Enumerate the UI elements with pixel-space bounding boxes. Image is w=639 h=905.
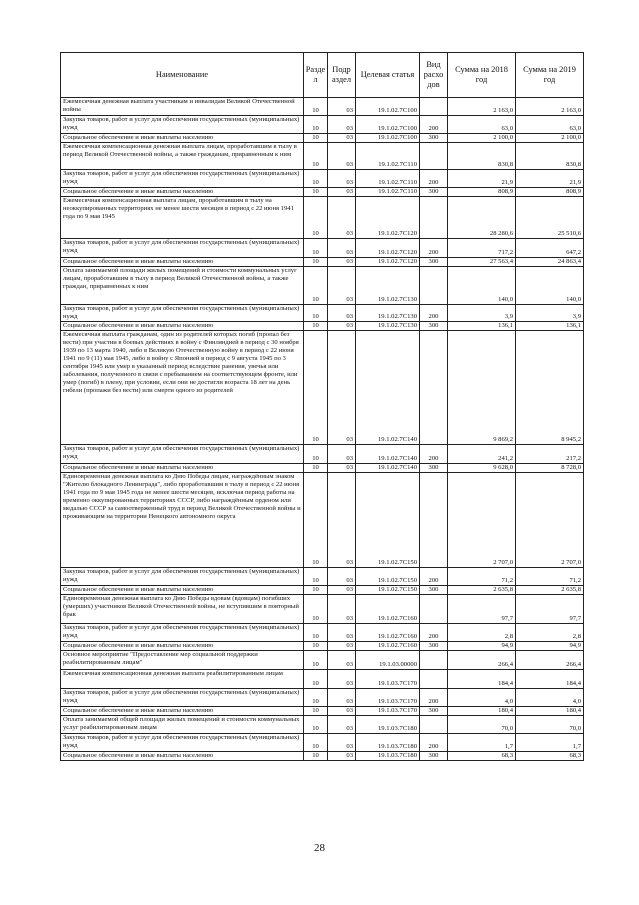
row-target: 19.1.02.7С100 [356,116,420,134]
row-vid [420,267,448,305]
row-target: 19.1.03.7С180 [356,734,420,752]
row-vid: 200 [420,624,448,642]
row-sum-2019: 8 945,2 [516,331,584,445]
row-podrazdel: 03 [328,197,356,239]
row-name: Ежемесячная компенсационная выплата лицам, проработавшим в тылу на неоккупированных территориях не менее шести месяцев в период с 22 июня 1941 года по 9 мая 1945 [61,197,304,239]
row-target: 19.1.03.7С170 [356,707,420,716]
row-razdel: 10 [304,322,328,331]
row-razdel: 10 [304,445,328,464]
row-sum-2018: 2,8 [448,624,516,642]
row-razdel: 10 [304,188,328,197]
row-name: Единовременная денежная выплата ко Дню Победы лицам, награждённым знаком "Жителю блокадного Ленинграда", либо проработавшим в тылу в период с 22 июня 1941 года по 9 мая 1945 года не менее шести месяцев, исключая период работы на временно оккупированных территориях СССР, либо награждённым орденом или медалью СССР за самоотверженный труд в период Великой Отечественной войны и проживающим на территории Ненецкого автономного округа [61,473,304,568]
row-name: Закупка товаров, работ и услуг для обеспечения государственных (муниципальных) нужд [61,689,304,707]
row-sum-2018: 180,4 [448,707,516,716]
table-row [61,624,584,642]
row-sum-2019: 25 510,6 [516,197,584,239]
table-row [61,642,584,651]
row-sum-2018: 68,3 [448,752,516,761]
row-razdel: 10 [304,595,328,624]
row-razdel: 10 [304,116,328,134]
row-razdel: 10 [304,170,328,188]
row-vid [420,651,448,670]
row-razdel: 10 [304,642,328,651]
row-name: Закупка товаров, работ и услуг для обеспечения государственных (муниципальных) нужд [61,445,304,464]
table-row [61,305,584,322]
row-target: 19.1.02.7С150 [356,473,420,568]
row-name: Ежемесячная компенсационная денежная выплата лицам, проработавшим в тылу в период Великой Отечественной войны, а также гражданам, приравненным к ним [61,143,304,170]
header-target: Целевая статья [356,53,420,98]
row-vid: 300 [420,134,448,143]
row-sum-2019: 8 728,0 [516,464,584,473]
row-sum-2019: 266,4 [516,651,584,670]
row-name: Социальное обеспечение и иные выплаты населению [61,464,304,473]
row-sum-2018: 9 628,0 [448,464,516,473]
row-target: 19.1.03.7С170 [356,670,420,689]
row-sum-2018: 184,4 [448,670,516,689]
row-razdel: 10 [304,98,328,116]
row-vid: 200 [420,445,448,464]
row-sum-2018: 3,9 [448,305,516,322]
table-row [61,197,584,239]
row-podrazdel: 03 [328,689,356,707]
row-target: 19.1.02.7С160 [356,624,420,642]
row-sum-2019: 71,2 [516,568,584,586]
row-podrazdel: 03 [328,134,356,143]
row-sum-2019: 217,2 [516,445,584,464]
row-razdel: 10 [304,568,328,586]
row-vid [420,670,448,689]
row-sum-2019: 180,4 [516,707,584,716]
row-vid: 200 [420,568,448,586]
row-vid: 200 [420,239,448,258]
row-podrazdel: 03 [328,445,356,464]
row-sum-2018: 266,4 [448,651,516,670]
row-sum-2019: 2 635,8 [516,586,584,595]
row-vid: 200 [420,170,448,188]
row-sum-2018: 27 563,4 [448,258,516,267]
row-razdel: 10 [304,716,328,734]
table-row [61,689,584,707]
row-vid: 300 [420,322,448,331]
table-row [61,98,584,116]
row-podrazdel: 03 [328,651,356,670]
row-sum-2019: 3,9 [516,305,584,322]
row-podrazdel: 03 [328,642,356,651]
table-row [61,473,584,568]
row-name: Социальное обеспечение и иные выплаты населению [61,707,304,716]
row-razdel: 10 [304,707,328,716]
row-vid [420,98,448,116]
row-sum-2019: 2,8 [516,624,584,642]
row-name: Социальное обеспечение и иные выплаты населению [61,134,304,143]
row-sum-2019: 97,7 [516,595,584,624]
table-row [61,707,584,716]
row-vid [420,716,448,734]
row-name: Социальное обеспечение и иные выплаты населению [61,258,304,267]
row-target: 19.1.02.7С130 [356,322,420,331]
table-row [61,734,584,752]
row-razdel: 10 [304,143,328,170]
row-name: Оплата занимаемой площади жилых помещений и стоимости коммунальных услуг лицам, проработавшим в тылу в период Великой Отечественной войны, а также граждан, приравненных к ним [61,267,304,305]
row-sum-2018: 2 163,0 [448,98,516,116]
row-name: Закупка товаров, работ и услуг для обеспечения государственных (муниципальных) нужд [61,624,304,642]
row-vid: 200 [420,116,448,134]
row-name: Социальное обеспечение и иные выплаты населению [61,322,304,331]
row-target: 19.1.02.7С150 [356,586,420,595]
row-sum-2018: 71,2 [448,568,516,586]
table-row [61,716,584,734]
table-row [61,445,584,464]
row-sum-2019: 136,1 [516,322,584,331]
row-name: Единовременная денежная выплата ко Дню Победы вдовам (вдовцам) погибших (умерших) участников Великой Отечественной войны, не вступившим в повторный брак [61,595,304,624]
row-target: 19.1.02.7С110 [356,170,420,188]
row-sum-2019: 2 707,0 [516,473,584,568]
row-sum-2019: 1,7 [516,734,584,752]
row-name: Закупка товаров, работ и услуг для обеспечения государственных (муниципальных) нужд [61,116,304,134]
table-row [61,670,584,689]
row-podrazdel: 03 [328,595,356,624]
row-vid: 300 [420,642,448,651]
row-sum-2019: 24 863,4 [516,258,584,267]
header-sum-2018: Сумма на 2018 год [448,53,516,98]
row-sum-2018: 1,7 [448,734,516,752]
row-sum-2019: 68,3 [516,752,584,761]
row-sum-2019: 647,2 [516,239,584,258]
row-vid: 200 [420,689,448,707]
table-row [61,239,584,258]
row-name: Оплата занимаемой общей площади жилых помещений и стоимости коммунальных услуг реабилитированным лицам [61,716,304,734]
row-razdel: 10 [304,752,328,761]
row-name: Ежемесячная денежная выплата участникам и инвалидам Великой Отечественной войны [61,98,304,116]
row-podrazdel: 03 [328,716,356,734]
row-sum-2018: 136,1 [448,322,516,331]
row-razdel: 10 [304,239,328,258]
row-name: Закупка товаров, работ и услуг для обеспечения государственных (муниципальных) нужд [61,568,304,586]
row-name: Закупка товаров, работ и услуг для обеспечения государственных (муниципальных) нужд [61,734,304,752]
table-row [61,651,584,670]
table-row [61,188,584,197]
row-target: 19.1.02.7С120 [356,197,420,239]
row-target: 19.1.02.7С120 [356,239,420,258]
row-sum-2018: 21,9 [448,170,516,188]
row-podrazdel: 03 [328,624,356,642]
row-sum-2018: 4,0 [448,689,516,707]
row-sum-2018: 717,2 [448,239,516,258]
row-podrazdel: 03 [328,239,356,258]
page-number: 28 [314,842,325,854]
row-podrazdel: 03 [328,464,356,473]
row-razdel: 10 [304,689,328,707]
row-podrazdel: 03 [328,707,356,716]
row-razdel: 10 [304,197,328,239]
row-target: 19.1.02.7С120 [356,258,420,267]
row-sum-2019: 808,9 [516,188,584,197]
row-sum-2019: 2 100,0 [516,134,584,143]
row-name: Социальное обеспечение и иные выплаты населению [61,188,304,197]
row-name: Социальное обеспечение и иные выплаты населению [61,642,304,651]
row-podrazdel: 03 [328,143,356,170]
row-razdel: 10 [304,267,328,305]
row-sum-2019: 4,0 [516,689,584,707]
table-header-row [61,53,584,98]
row-podrazdel: 03 [328,267,356,305]
row-name: Социальное обеспечение и иные выплаты населению [61,752,304,761]
row-name: Закупка товаров, работ и услуг для обеспечения государственных (муниципальных) нужд [61,305,304,322]
row-razdel: 10 [304,473,328,568]
row-podrazdel: 03 [328,331,356,445]
row-vid: 300 [420,188,448,197]
row-target: 19.1.03.00000 [356,651,420,670]
row-razdel: 10 [304,670,328,689]
row-razdel: 10 [304,305,328,322]
row-target: 19.1.02.7С160 [356,642,420,651]
row-vid [420,197,448,239]
row-sum-2019: 140,0 [516,267,584,305]
row-vid: 300 [420,707,448,716]
row-sum-2018: 808,9 [448,188,516,197]
row-target: 19.1.02.7С100 [356,98,420,116]
row-vid [420,473,448,568]
row-sum-2019: 2 163,0 [516,98,584,116]
row-sum-2018: 2 635,8 [448,586,516,595]
row-podrazdel: 03 [328,752,356,761]
table-row [61,568,584,586]
row-target: 19.1.02.7С130 [356,305,420,322]
row-sum-2019: 63,0 [516,116,584,134]
table-row [61,752,584,761]
row-razdel: 10 [304,586,328,595]
row-podrazdel: 03 [328,188,356,197]
row-podrazdel: 03 [328,116,356,134]
row-vid [420,143,448,170]
row-sum-2018: 2 707,0 [448,473,516,568]
table-row [61,170,584,188]
row-name: Закупка товаров, работ и услуг для обеспечения государственных (муниципальных) нужд [61,170,304,188]
header-sum-2019: Сумма на 2019 год [516,53,584,98]
row-sum-2019: 830,8 [516,143,584,170]
table-row [61,586,584,595]
row-target: 19.1.02.7С160 [356,595,420,624]
row-target: 19.1.02.7С130 [356,267,420,305]
row-sum-2018: 97,7 [448,595,516,624]
row-sum-2019: 184,4 [516,670,584,689]
row-sum-2018: 140,0 [448,267,516,305]
row-name: Ежемесячная компенсационная денежная выплата реабилитированным лицам [61,670,304,689]
row-vid: 300 [420,464,448,473]
row-podrazdel: 03 [328,670,356,689]
row-podrazdel: 03 [328,258,356,267]
table-row [61,595,584,624]
row-target: 19.1.02.7С140 [356,331,420,445]
row-razdel: 10 [304,734,328,752]
row-podrazdel: 03 [328,473,356,568]
row-podrazdel: 03 [328,586,356,595]
row-target: 19.1.03.7С180 [356,752,420,761]
row-sum-2019: 94,9 [516,642,584,651]
row-podrazdel: 03 [328,170,356,188]
row-vid [420,331,448,445]
header-podrazdel: Подр аздел [328,53,356,98]
row-target: 19.1.03.7С180 [356,716,420,734]
row-vid: 200 [420,305,448,322]
row-sum-2018: 94,9 [448,642,516,651]
row-target: 19.1.02.7С140 [356,464,420,473]
row-sum-2018: 28 280,6 [448,197,516,239]
row-razdel: 10 [304,464,328,473]
row-name: Закупка товаров, работ и услуг для обеспечения государственных (муниципальных) нужд [61,239,304,258]
row-vid: 300 [420,586,448,595]
row-sum-2018: 830,8 [448,143,516,170]
row-razdel: 10 [304,258,328,267]
row-target: 19.1.02.7С110 [356,143,420,170]
table-row [61,322,584,331]
row-name: Основное мероприятие "Предоставление мер социальной поддержки реабилитированным лицам" [61,651,304,670]
header-razdel: Разде л [304,53,328,98]
row-target: 19.1.02.7С140 [356,445,420,464]
row-podrazdel: 03 [328,322,356,331]
row-vid: 300 [420,752,448,761]
row-target: 19.1.03.7С170 [356,689,420,707]
row-razdel: 10 [304,134,328,143]
row-sum-2018: 2 100,0 [448,134,516,143]
row-vid: 300 [420,258,448,267]
row-name: Социальное обеспечение и иные выплаты населению [61,586,304,595]
row-target: 19.1.02.7С100 [356,134,420,143]
table-row [61,134,584,143]
row-vid [420,595,448,624]
header-name: Наименование [61,53,304,98]
table-row [61,464,584,473]
row-name: Ежемесячная выплата гражданам, один из родителей которых погиб (пропал без вести) при участии в боевых действиях в войну с Финляндией в период с 30 ноября 1939 по 13 марта 1940, либо в Великую Отечественную войну в период с 22 июня 1941 по 9 (11) мая 1945, либо в войну с Японией в период с 9 августа 1945 по 3 сентября 1945 или умер в указанный период вследствие ранения, увечья или заболевания, полученного в связи с пребыванием на соответствующем фронте, или умер (погиб) в плену, при условии, если они не достигли возраста 18 лет на день гибели (пропажи без вести) или смерти одного из родителей [61,331,304,445]
row-target: 19.1.02.7С110 [356,188,420,197]
row-razdel: 10 [304,651,328,670]
row-podrazdel: 03 [328,98,356,116]
table-row [61,116,584,134]
header-vid: Вид расхо дов [420,53,448,98]
row-target: 19.1.02.7С150 [356,568,420,586]
row-podrazdel: 03 [328,305,356,322]
row-sum-2018: 63,0 [448,116,516,134]
row-sum-2019: 21,9 [516,170,584,188]
table-row [61,143,584,170]
table-body [61,98,584,761]
table-row [61,267,584,305]
row-podrazdel: 03 [328,734,356,752]
table-row [61,331,584,445]
table-row [61,258,584,267]
row-razdel: 10 [304,331,328,445]
budget-table [60,52,584,761]
row-sum-2018: 241,2 [448,445,516,464]
row-sum-2019: 70,0 [516,716,584,734]
row-vid: 200 [420,734,448,752]
row-sum-2018: 70,0 [448,716,516,734]
row-podrazdel: 03 [328,568,356,586]
row-sum-2018: 9 869,2 [448,331,516,445]
row-razdel: 10 [304,624,328,642]
